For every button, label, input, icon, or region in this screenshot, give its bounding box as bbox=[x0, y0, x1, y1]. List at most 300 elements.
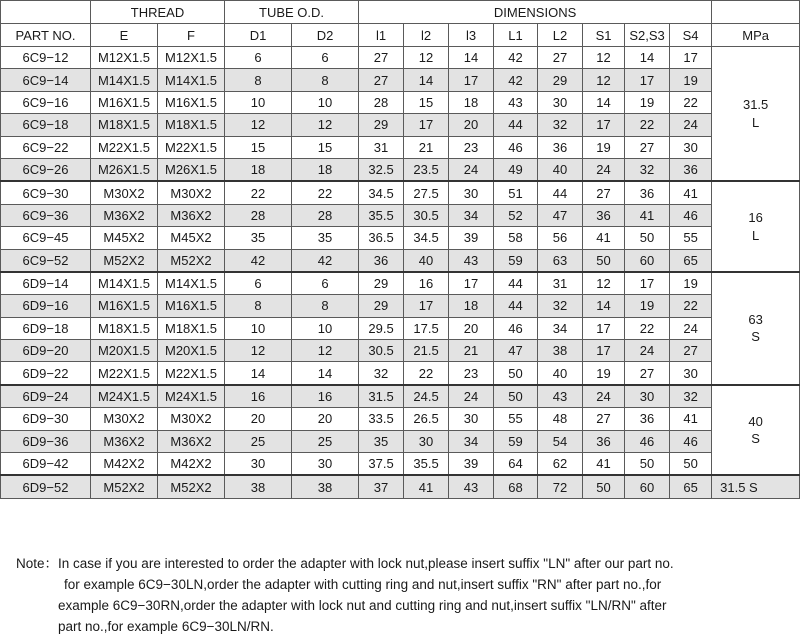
mpa-series-type: S bbox=[751, 329, 760, 345]
table-cell: 42 bbox=[494, 47, 538, 69]
table-row bbox=[1, 114, 800, 136]
table-cell: 24 bbox=[670, 114, 712, 136]
table-cell: 32.5 bbox=[359, 158, 404, 181]
table-cell: 55 bbox=[670, 227, 712, 249]
table-cell: 17 bbox=[404, 114, 449, 136]
table-cell: 55 bbox=[494, 408, 538, 430]
table-cell: 22 bbox=[404, 362, 449, 385]
table-cell: 40 bbox=[538, 362, 583, 385]
table-cell: 59 bbox=[494, 430, 538, 452]
table-cell: M18X1.5 bbox=[91, 317, 158, 339]
table-cell: 24 bbox=[583, 158, 625, 181]
table-cell: 6 bbox=[225, 272, 292, 295]
mpa-value: 63 bbox=[748, 311, 763, 327]
header-tube-od: TUBE O.D. bbox=[225, 1, 359, 24]
table-cell: 10 bbox=[292, 317, 359, 339]
table-row bbox=[1, 430, 800, 452]
table-row bbox=[1, 340, 800, 362]
table-cell: 21 bbox=[449, 340, 494, 362]
table-cell: 42 bbox=[292, 249, 359, 272]
table-cell: 27 bbox=[625, 136, 670, 158]
table-cell: 40 bbox=[404, 249, 449, 272]
header-e: E bbox=[91, 24, 158, 47]
table-cell: 41 bbox=[404, 475, 449, 498]
table-cell: M22X1.5 bbox=[91, 136, 158, 158]
table-cell: 28 bbox=[292, 204, 359, 226]
note-line-2: for example 6C9−30LN,order the adapter with cutting ring and nut,insert suffix "RN" after part no.,for bbox=[64, 577, 662, 592]
header-d1: D1 bbox=[225, 24, 292, 47]
table-cell: 14 bbox=[583, 295, 625, 317]
table-cell: 19 bbox=[583, 362, 625, 385]
header-s1: S1 bbox=[583, 24, 625, 47]
part-number-cell: 6D9−24 bbox=[1, 385, 91, 408]
table-cell: 46 bbox=[625, 430, 670, 452]
table-cell: 29.5 bbox=[359, 317, 404, 339]
table-cell: M20X1.5 bbox=[91, 340, 158, 362]
mpa-rating-cell bbox=[712, 272, 800, 385]
table-cell: 15 bbox=[404, 91, 449, 113]
table-cell: 19 bbox=[670, 69, 712, 91]
note-line-4: part no.,for example 6C9−30LN/RN. bbox=[58, 619, 274, 634]
table-cell: 64 bbox=[494, 453, 538, 476]
table-row bbox=[1, 158, 800, 181]
table-cell: M52X2 bbox=[158, 249, 225, 272]
part-number-cell: 6D9−22 bbox=[1, 362, 91, 385]
table-body bbox=[1, 47, 800, 499]
table-cell: 27 bbox=[359, 69, 404, 91]
table-cell: M45X2 bbox=[91, 227, 158, 249]
table-cell: M30X2 bbox=[158, 408, 225, 430]
mpa-series-type: L bbox=[752, 227, 760, 243]
table-cell: 46 bbox=[670, 204, 712, 226]
header-l3-small: l3 bbox=[449, 24, 494, 47]
table-cell: 19 bbox=[583, 136, 625, 158]
table-cell: M12X1.5 bbox=[91, 47, 158, 69]
table-cell: 17 bbox=[583, 317, 625, 339]
header-thread: THREAD bbox=[91, 1, 225, 24]
table-cell: 24 bbox=[670, 317, 712, 339]
mpa-rating-cell bbox=[712, 47, 800, 182]
table-cell: 22 bbox=[670, 91, 712, 113]
table-cell: 30 bbox=[449, 181, 494, 204]
table-cell: 15 bbox=[225, 136, 292, 158]
part-number-cell: 6D9−20 bbox=[1, 340, 91, 362]
table-cell: 36 bbox=[670, 158, 712, 181]
table-cell: M18X1.5 bbox=[158, 114, 225, 136]
table-cell: 44 bbox=[494, 272, 538, 295]
table-cell: 12 bbox=[225, 340, 292, 362]
table-cell: 65 bbox=[670, 475, 712, 498]
table-cell: 40 bbox=[538, 158, 583, 181]
table-cell: 21 bbox=[404, 136, 449, 158]
table-cell: 20 bbox=[225, 408, 292, 430]
note-line-3: example 6C9−30RN,order the adapter with lock nut and cutting ring and nut,insert suffix "LN/RN" after bbox=[58, 598, 667, 613]
table-cell: M14X1.5 bbox=[158, 272, 225, 295]
table-cell: 63 bbox=[538, 249, 583, 272]
table-cell: 35.5 bbox=[359, 204, 404, 226]
table-cell: M14X1.5 bbox=[158, 69, 225, 91]
table-cell: 36.5 bbox=[359, 227, 404, 249]
table-cell: 30 bbox=[670, 136, 712, 158]
table-cell: 27.5 bbox=[404, 181, 449, 204]
table-cell: 42 bbox=[494, 69, 538, 91]
header-mpa: MPa bbox=[712, 24, 800, 47]
table-cell: 22 bbox=[625, 317, 670, 339]
table-cell: M24X1.5 bbox=[91, 385, 158, 408]
table-cell: 32 bbox=[359, 362, 404, 385]
table-row bbox=[1, 295, 800, 317]
table-row bbox=[1, 69, 800, 91]
table-cell: 35 bbox=[359, 430, 404, 452]
table-cell: 41 bbox=[670, 408, 712, 430]
table-row bbox=[1, 181, 800, 204]
table-cell: 10 bbox=[225, 91, 292, 113]
table-cell: 59 bbox=[494, 249, 538, 272]
table-cell: 18 bbox=[449, 91, 494, 113]
table-cell: 44 bbox=[494, 295, 538, 317]
table-cell: 34 bbox=[449, 430, 494, 452]
table-cell: 28 bbox=[359, 91, 404, 113]
table-cell: 38 bbox=[292, 475, 359, 498]
table-cell: M26X1.5 bbox=[91, 158, 158, 181]
header-l1-small: l1 bbox=[359, 24, 404, 47]
table-cell: 34.5 bbox=[404, 227, 449, 249]
table-cell: 8 bbox=[292, 69, 359, 91]
table-cell: 27 bbox=[359, 47, 404, 69]
table-cell: 44 bbox=[494, 114, 538, 136]
table-cell: 18 bbox=[225, 158, 292, 181]
ordering-note bbox=[16, 553, 796, 637]
table-cell: 31.5 bbox=[359, 385, 404, 408]
table-cell: M16X1.5 bbox=[158, 91, 225, 113]
table-cell: 39 bbox=[449, 453, 494, 476]
table-cell: 54 bbox=[538, 430, 583, 452]
note-line-1: Note：In case if you are interested to order the adapter with lock nut,please insert suffix "LN" after our part no. bbox=[16, 556, 674, 571]
table-cell: M36X2 bbox=[158, 204, 225, 226]
table-row bbox=[1, 362, 800, 385]
table-cell: 50 bbox=[583, 475, 625, 498]
table-cell: 16 bbox=[404, 272, 449, 295]
table-row bbox=[1, 317, 800, 339]
table-cell: 30 bbox=[449, 408, 494, 430]
table-cell: 22 bbox=[670, 295, 712, 317]
table-cell: 24 bbox=[449, 158, 494, 181]
part-number-cell: 6D9−14 bbox=[1, 272, 91, 295]
table-row bbox=[1, 385, 800, 408]
table-cell: M42X2 bbox=[91, 453, 158, 476]
table-cell: 30 bbox=[538, 91, 583, 113]
header-part-no: PART NO. bbox=[1, 24, 91, 47]
table-cell: 12 bbox=[583, 272, 625, 295]
table-cell: M45X2 bbox=[158, 227, 225, 249]
table-cell: M26X1.5 bbox=[158, 158, 225, 181]
table-cell: M24X1.5 bbox=[158, 385, 225, 408]
table-cell: 17.5 bbox=[404, 317, 449, 339]
header-d2: D2 bbox=[292, 24, 359, 47]
table-cell: M42X2 bbox=[158, 453, 225, 476]
header-l2-small: l2 bbox=[404, 24, 449, 47]
part-number-cell: 6C9−45 bbox=[1, 227, 91, 249]
table-cell: 49 bbox=[494, 158, 538, 181]
table-cell: 39 bbox=[449, 227, 494, 249]
table-cell: 30 bbox=[404, 430, 449, 452]
table-cell: M36X2 bbox=[91, 204, 158, 226]
part-number-cell: 6C9−26 bbox=[1, 158, 91, 181]
table-cell: 35.5 bbox=[404, 453, 449, 476]
table-cell: 52 bbox=[494, 204, 538, 226]
table-row bbox=[1, 408, 800, 430]
table-cell: M14X1.5 bbox=[91, 69, 158, 91]
table-cell: M22X1.5 bbox=[91, 362, 158, 385]
table-cell: 22 bbox=[225, 181, 292, 204]
table-cell: M22X1.5 bbox=[158, 136, 225, 158]
table-cell: 26.5 bbox=[404, 408, 449, 430]
table-cell: 34 bbox=[538, 317, 583, 339]
mpa-value: 31.5 bbox=[742, 97, 769, 113]
table-cell: 14 bbox=[404, 69, 449, 91]
table-cell: 24 bbox=[583, 385, 625, 408]
part-number-cell: 6C9−30 bbox=[1, 181, 91, 204]
table-row bbox=[1, 453, 800, 476]
table-row bbox=[1, 136, 800, 158]
table-cell: 6 bbox=[225, 47, 292, 69]
table-cell: 8 bbox=[225, 69, 292, 91]
mpa-value: 16 bbox=[748, 210, 763, 226]
part-number-cell: 6D9−16 bbox=[1, 295, 91, 317]
header-row-group bbox=[1, 1, 800, 24]
table-cell: 60 bbox=[625, 475, 670, 498]
table-cell: 50 bbox=[670, 453, 712, 476]
table-cell: 36 bbox=[359, 249, 404, 272]
table-cell: 12 bbox=[583, 69, 625, 91]
table-cell: 22 bbox=[292, 181, 359, 204]
table-row bbox=[1, 272, 800, 295]
table-cell: M52X2 bbox=[91, 475, 158, 498]
table-cell: 6 bbox=[292, 47, 359, 69]
table-cell: 43 bbox=[538, 385, 583, 408]
table-cell: 36 bbox=[583, 204, 625, 226]
table-cell: 50 bbox=[494, 362, 538, 385]
table-cell: 32 bbox=[670, 385, 712, 408]
part-number-cell: 6C9−16 bbox=[1, 91, 91, 113]
table-cell: 10 bbox=[225, 317, 292, 339]
table-cell: 12 bbox=[225, 114, 292, 136]
table-cell: 20 bbox=[292, 408, 359, 430]
table-cell: 37.5 bbox=[359, 453, 404, 476]
table-cell: M18X1.5 bbox=[158, 317, 225, 339]
table-cell: 30 bbox=[670, 362, 712, 385]
table-cell: M52X2 bbox=[91, 249, 158, 272]
part-number-cell: 6C9−18 bbox=[1, 114, 91, 136]
mpa-value: 40 bbox=[748, 413, 763, 429]
table-cell: 34.5 bbox=[359, 181, 404, 204]
table-cell: 27 bbox=[583, 408, 625, 430]
table-cell: 46 bbox=[494, 317, 538, 339]
table-cell: 17 bbox=[625, 272, 670, 295]
table-cell: 14 bbox=[449, 47, 494, 69]
table-cell: 29 bbox=[359, 272, 404, 295]
table-cell: 65 bbox=[670, 249, 712, 272]
table-cell: 43 bbox=[449, 249, 494, 272]
table-cell: 17 bbox=[625, 69, 670, 91]
table-cell: 32 bbox=[538, 295, 583, 317]
table-cell: 50 bbox=[494, 385, 538, 408]
table-cell: 18 bbox=[292, 158, 359, 181]
table-cell: 27 bbox=[625, 362, 670, 385]
table-cell: 17 bbox=[449, 69, 494, 91]
header-s4: S4 bbox=[670, 24, 712, 47]
mpa-series-type: S bbox=[751, 431, 760, 447]
table-cell: 16 bbox=[225, 385, 292, 408]
table-cell: 23.5 bbox=[404, 158, 449, 181]
table-cell: 17 bbox=[583, 340, 625, 362]
table-cell: 36 bbox=[625, 408, 670, 430]
header-L2: L2 bbox=[538, 24, 583, 47]
table-cell: 41 bbox=[670, 181, 712, 204]
table-cell: 24.5 bbox=[404, 385, 449, 408]
table-cell: M22X1.5 bbox=[158, 362, 225, 385]
table-cell: M30X2 bbox=[91, 181, 158, 204]
table-cell: 8 bbox=[292, 295, 359, 317]
table-cell: 18 bbox=[449, 295, 494, 317]
table-cell: 12 bbox=[292, 340, 359, 362]
table-cell: M16X1.5 bbox=[91, 295, 158, 317]
table-cell: 32 bbox=[538, 114, 583, 136]
table-cell: 41 bbox=[583, 227, 625, 249]
table-cell: 41 bbox=[625, 204, 670, 226]
table-cell: 35 bbox=[292, 227, 359, 249]
table-cell: 32 bbox=[625, 158, 670, 181]
table-row bbox=[1, 249, 800, 272]
table-cell: 19 bbox=[625, 295, 670, 317]
table-cell: 48 bbox=[538, 408, 583, 430]
table-cell: M14X1.5 bbox=[91, 272, 158, 295]
header-dimensions: DIMENSIONS bbox=[359, 1, 712, 24]
table-cell: 72 bbox=[538, 475, 583, 498]
table-cell: 28 bbox=[225, 204, 292, 226]
mpa-rating-cell: 31.5 S bbox=[712, 475, 800, 498]
table-cell: 33.5 bbox=[359, 408, 404, 430]
table-cell: 27 bbox=[670, 340, 712, 362]
table-cell: 24 bbox=[625, 340, 670, 362]
table-cell: 6 bbox=[292, 272, 359, 295]
table-cell: 47 bbox=[494, 340, 538, 362]
table-cell: M36X2 bbox=[158, 430, 225, 452]
table-cell: 38 bbox=[538, 340, 583, 362]
table-cell: 27 bbox=[583, 181, 625, 204]
table-cell: M16X1.5 bbox=[91, 91, 158, 113]
table-cell: 62 bbox=[538, 453, 583, 476]
table-cell: 20 bbox=[449, 114, 494, 136]
header-blank-mpa bbox=[712, 1, 800, 24]
part-number-cell: 6C9−14 bbox=[1, 69, 91, 91]
table-cell: 68 bbox=[494, 475, 538, 498]
table-cell: 30.5 bbox=[404, 204, 449, 226]
table-cell: 43 bbox=[494, 91, 538, 113]
table-cell: 36 bbox=[538, 136, 583, 158]
mpa-rating-cell bbox=[712, 385, 800, 476]
part-number-cell: 6D9−52 bbox=[1, 475, 91, 498]
table-cell: 20 bbox=[449, 317, 494, 339]
header-row-columns bbox=[1, 24, 800, 47]
table-cell: 38 bbox=[225, 475, 292, 498]
table-cell: 17 bbox=[670, 47, 712, 69]
table-cell: 8 bbox=[225, 295, 292, 317]
table-cell: 16 bbox=[292, 385, 359, 408]
table-cell: 30 bbox=[625, 385, 670, 408]
table-cell: 12 bbox=[404, 47, 449, 69]
table-cell: 47 bbox=[538, 204, 583, 226]
table-cell: 14 bbox=[625, 47, 670, 69]
table-cell: 27 bbox=[538, 47, 583, 69]
table-cell: 36 bbox=[583, 430, 625, 452]
table-cell: M30X2 bbox=[91, 408, 158, 430]
table-cell: 17 bbox=[404, 295, 449, 317]
table-cell: 30 bbox=[225, 453, 292, 476]
part-number-cell: 6D9−18 bbox=[1, 317, 91, 339]
table-cell: 19 bbox=[670, 272, 712, 295]
table-cell: 23 bbox=[449, 136, 494, 158]
table-cell: 50 bbox=[583, 249, 625, 272]
table-cell: 23 bbox=[449, 362, 494, 385]
table-cell: 17 bbox=[449, 272, 494, 295]
table-cell: 25 bbox=[225, 430, 292, 452]
part-number-cell: 6C9−12 bbox=[1, 47, 91, 69]
table-cell: M12X1.5 bbox=[158, 47, 225, 69]
table-cell: 51 bbox=[494, 181, 538, 204]
table-cell: 35 bbox=[225, 227, 292, 249]
table-cell: 14 bbox=[292, 362, 359, 385]
table-cell: 42 bbox=[225, 249, 292, 272]
table-cell: 31 bbox=[359, 136, 404, 158]
table-row bbox=[1, 204, 800, 226]
table-cell: 50 bbox=[625, 453, 670, 476]
table-cell: 44 bbox=[538, 181, 583, 204]
table-cell: 41 bbox=[583, 453, 625, 476]
table-cell: 10 bbox=[292, 91, 359, 113]
part-number-cell: 6D9−42 bbox=[1, 453, 91, 476]
table-cell: 46 bbox=[494, 136, 538, 158]
table-cell: M36X2 bbox=[91, 430, 158, 452]
header-f: F bbox=[158, 24, 225, 47]
part-number-cell: 6C9−52 bbox=[1, 249, 91, 272]
table-cell: 50 bbox=[625, 227, 670, 249]
table-cell: 58 bbox=[494, 227, 538, 249]
table-cell: 21.5 bbox=[404, 340, 449, 362]
table-cell: M18X1.5 bbox=[91, 114, 158, 136]
part-number-cell: 6C9−36 bbox=[1, 204, 91, 226]
table-cell: 24 bbox=[449, 385, 494, 408]
table-cell: 17 bbox=[583, 114, 625, 136]
table-row bbox=[1, 475, 800, 498]
part-number-cell: 6D9−30 bbox=[1, 408, 91, 430]
table-cell: M52X2 bbox=[158, 475, 225, 498]
mpa-rating-cell bbox=[712, 181, 800, 272]
part-number-cell: 6D9−36 bbox=[1, 430, 91, 452]
table-cell: 12 bbox=[292, 114, 359, 136]
table-cell: 29 bbox=[359, 295, 404, 317]
table-cell: 30 bbox=[292, 453, 359, 476]
table-cell: 29 bbox=[359, 114, 404, 136]
header-blank-part bbox=[1, 1, 91, 24]
table-cell: 30.5 bbox=[359, 340, 404, 362]
table-cell: 46 bbox=[670, 430, 712, 452]
table-cell: 12 bbox=[583, 47, 625, 69]
table-cell: 15 bbox=[292, 136, 359, 158]
table-cell: M30X2 bbox=[158, 181, 225, 204]
table-cell: M20X1.5 bbox=[158, 340, 225, 362]
header-L1: L1 bbox=[494, 24, 538, 47]
